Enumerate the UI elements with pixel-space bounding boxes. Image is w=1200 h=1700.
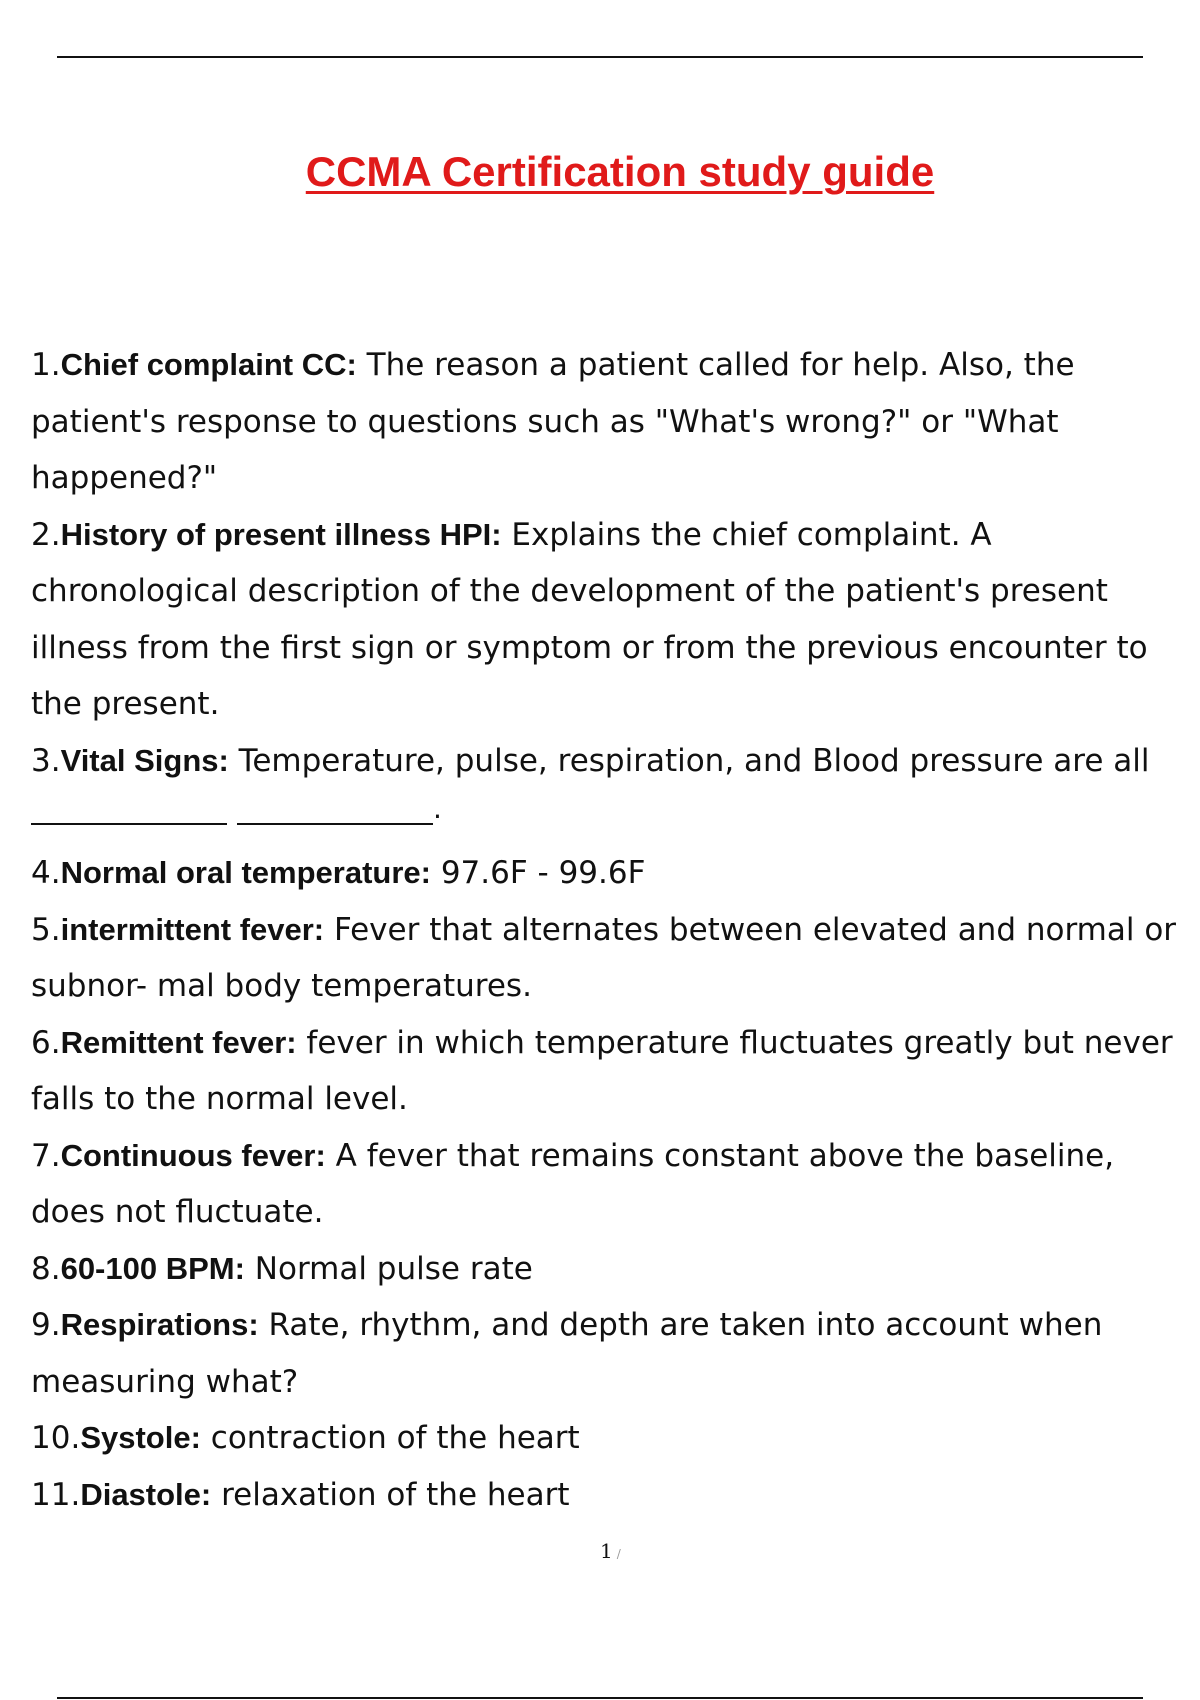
page-number-suffix: /	[616, 1547, 621, 1561]
bottom-rule	[57, 1697, 1143, 1699]
item-term: Systole:	[80, 1420, 201, 1455]
list-item	[31, 1410, 1191, 1467]
document-title: CCMA Certification study guide	[305, 148, 935, 195]
item-term: Vital Signs:	[60, 742, 229, 778]
page-number-value: 1	[600, 1539, 613, 1563]
item-definition: Explains the chief complaint. A chronological description of the development of the patient's present illness from the first sign or symptom or from the previous encounter to the present.	[31, 516, 1148, 722]
item-number: 11.	[31, 1476, 81, 1513]
item-number: 8.	[31, 1250, 61, 1287]
item-definition: contraction of the heart	[200, 1420, 580, 1456]
item-number: 1.	[31, 347, 61, 383]
item-term: Remittent fever:	[60, 1024, 297, 1060]
item-term: Continuous fever:	[60, 1137, 326, 1173]
study-guide-list	[31, 337, 1191, 1523]
item-term: 60-100 BPM:	[60, 1250, 245, 1286]
item-definition: relaxation of the heart	[211, 1476, 570, 1513]
list-item	[31, 1467, 1191, 1524]
blank-period: .	[433, 792, 442, 825]
item-definition: Temperature, pulse, respiration, and Blood pressure are all	[228, 742, 1150, 779]
item-number: 5.	[31, 911, 61, 948]
item-term: Diastole:	[80, 1476, 212, 1512]
item-definition: Fever that alternates between elevated and normal or subnor- mal body temperatures.	[31, 911, 1177, 1004]
list-item	[31, 1297, 1191, 1410]
item-number: 2.	[31, 516, 61, 553]
list-item	[31, 507, 1191, 733]
item-number: 3.	[31, 742, 61, 779]
blank-line	[31, 823, 227, 825]
item-definition: 97.6F - 99.6F	[430, 855, 646, 891]
item-number: 9.	[31, 1307, 61, 1343]
item-definition: Normal pulse rate	[244, 1250, 533, 1287]
item-definition: Rate, rhythm, and depth are taken into account when measuring what?	[31, 1307, 1103, 1400]
blank-line	[237, 823, 433, 825]
item-number: 4.	[31, 855, 61, 891]
item-definition: A fever that remains constant above the baseline, does not fluctuate.	[31, 1137, 1115, 1230]
list-item	[31, 845, 1191, 902]
list-item	[31, 733, 1191, 846]
item-number: 7.	[31, 1137, 61, 1174]
item-term: Normal oral temperature:	[60, 855, 431, 890]
item-number: 6.	[31, 1024, 61, 1061]
item-term: History of present illness HPI:	[60, 516, 502, 552]
top-rule	[57, 56, 1143, 58]
item-definition: The reason a patient called for help. Also, the patient's response to questions such as "What's wrong?" or "What happened?"	[31, 347, 1075, 496]
item-term: intermittent fever:	[60, 911, 325, 947]
list-item	[31, 1015, 1191, 1128]
item-number: 10.	[31, 1420, 81, 1456]
fill-in-blanks	[31, 789, 1191, 845]
item-definition: fever in which temperature fluctuates greatly but never falls to the normal level.	[31, 1024, 1173, 1117]
item-term: Chief complaint CC:	[60, 347, 357, 382]
item-term: Respirations:	[60, 1307, 259, 1342]
list-item	[31, 902, 1191, 1015]
list-item	[31, 337, 1191, 507]
page-number	[600, 1539, 621, 1563]
list-item	[31, 1241, 1191, 1298]
list-item	[31, 1128, 1191, 1241]
